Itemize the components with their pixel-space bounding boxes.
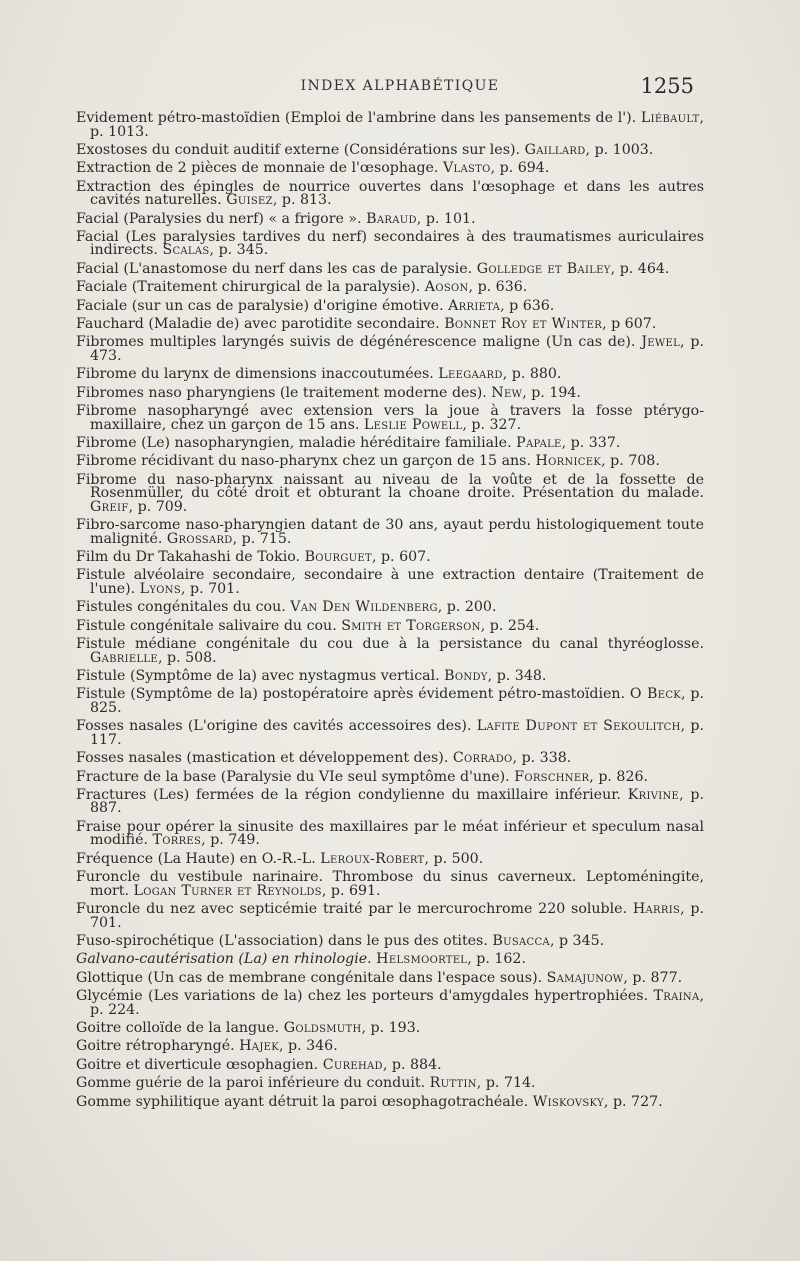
entry-page-ref: p. 701. [190, 580, 240, 597]
entry-author: Helsmoortel [376, 951, 468, 968]
entry-author: Golledge et Bailey [476, 260, 611, 277]
entry-page-ref: p. 338. [521, 750, 572, 767]
entry-author: Lyons [139, 580, 181, 597]
entry-topic: Furoncle du nez avec septicémie traité par le mercurochrome 220 soluble. [76, 901, 628, 917]
entry-topic: Glycémie (Les variations de la) chez les porteurs d'amygdales hypertrophiées. [76, 988, 649, 1005]
index-entry: Goitre rétropharyngé. Hajek, p. 346. [76, 1038, 338, 1055]
index-entry: Film du Dr Takahashi de Tokio. Bourguet, p. 607. [76, 549, 431, 566]
entry-topic: Galvano-cautérisation (La) en rhinologie. [76, 951, 372, 968]
entry-page-ref: p. 709. [137, 498, 188, 515]
index-entry: Fibromes naso pharyngiens (le traitement moderne des). New, p. 194. [76, 384, 581, 401]
index-entry: Fibrome nasopharyngé avec extension vers la joue à travers la fosse ptérygo-maxillaire, chez un garçon de 15 ans. Leslie Powell, p. 327. [76, 403, 704, 433]
entry-author: Goldsmuth [283, 1019, 362, 1036]
entry-author: O Beck [629, 686, 682, 703]
entry-page-ref: p. 117. [90, 718, 705, 748]
entry-topic: Fréquence (La Haute) en O.-R.-L. [76, 850, 316, 867]
entry-author: Busacca [492, 932, 550, 949]
entry-page-ref: p. 500. [433, 850, 484, 867]
entry-topic: Extraction des épingles de nourrice ouvertes dans l'œsophage et dans les autres cavités naturelles. [76, 178, 704, 209]
entry-topic: Fistule médiane congénitale du cou due à la persistance du canal thyréoglosse. [76, 636, 704, 653]
entry-author: Leegaard [438, 366, 503, 383]
entry-page-ref: p. 1013. [90, 123, 149, 140]
entry-author: Gabrielle [90, 649, 158, 666]
entry-author: Liébault [640, 110, 700, 126]
entry-page-ref: p. 826. [598, 768, 649, 785]
entry-page-ref: p. 337. [570, 434, 621, 451]
index-entry: Fracture de la base (Paralysie du VIe seul symptôme d'une). Forschner, p. 826. [76, 768, 649, 785]
entry-page-ref: p. 508. [167, 649, 217, 666]
entry-topic: Fauchard (Maladie de) avec parotidite secondaire. [76, 316, 440, 333]
entry-author: Forschner [514, 768, 590, 785]
entry-page-ref: p 636. [509, 297, 555, 314]
entry-topic: Gomme guérie de la paroi inférieure du conduit. [76, 1075, 426, 1092]
entry-author: Van Den Wildenberg [290, 599, 438, 616]
entry-topic: Fibrome récidivant du naso-pharynx chez un garçon de 15 ans. [76, 453, 531, 470]
index-entry: Gomme syphilitique ayant détruit la paroi œsophagotrachéale. Wiskovsky, p. 727. [76, 1093, 663, 1110]
entry-topic: Fracture de la base (Paralysie du VIe seul symptôme d'une). [76, 768, 510, 785]
entry-page-ref: p. 887. [90, 786, 704, 817]
entry-page-ref: p. 346. [288, 1038, 338, 1055]
entry-page-ref: p. 345. [218, 242, 269, 259]
entry-topic: Gomme syphilitique ayant détruit la paroi œsophagotrachéale. [76, 1093, 529, 1110]
entry-author: Grossard [166, 530, 233, 547]
running-header [0, 74, 800, 102]
index-entry: Fibrome (Le) nasopharyngien, maladie héréditaire familiale. Papale, p. 337. [76, 434, 621, 451]
entry-page-ref: p. 224. [90, 1001, 140, 1018]
entry-author: Bondy [444, 667, 488, 684]
index-entry: Extraction des épingles de nourrice ouvertes dans l'œsophage et dans les autres cavités naturelles. Guisez, p. 813. [76, 178, 704, 209]
index-entry: Fibrome du naso-pharynx naissant au niveau de la voûte et de la fossette de Rosenmüller, du côté droit et obturant la choane droite. Présentation du malade. Greif, p. 709. [76, 471, 704, 515]
entry-author: Aoson [424, 279, 469, 296]
index-entry: Fractures (Les) fermées de la région condylienne du maxillaire inférieur. Krivine, p. 887. [76, 786, 704, 817]
entry-topic: Faciale (Traitement chirurgical de la paralysie). [76, 279, 421, 296]
entry-topic: Facial (Paralysies du nerf) « a frigore ». [76, 210, 362, 227]
entry-topic: Fibro-sarcome naso-pharyngien datant de 30 ans, ayaut perdu histologiquement toute malignité. [76, 517, 704, 547]
entry-page-ref: p. 708. [610, 453, 660, 470]
index-entry: Fraise pour opérer la sinusite des maxillaires par le méat inférieur et speculum nasal modifié. Torres, p. 749. [76, 818, 704, 849]
entry-author: Lafite Dupont et Sekoulitch [476, 718, 681, 735]
entry-topic: Fibrome du larynx de dimensions inaccoutumées. [76, 366, 434, 383]
entry-page-ref: p. 825. [90, 686, 704, 716]
entry-topic: Goitre colloïde de la langue. [76, 1019, 280, 1036]
index-entry: Faciale (Traitement chirurgical de la paralysie). Aoson, p. 636. [76, 279, 528, 296]
entry-author: Leroux-Robert [320, 850, 425, 867]
index-entry: Fibro-sarcome naso-pharyngien datant de 30 ans, ayaut perdu histologiquement toute malignité. Grossard, p. 715. [76, 517, 704, 547]
entry-author: Vlasto [442, 160, 491, 177]
index-entry: Facial (Paralysies du nerf) « a frigore ». Baraud, p. 101. [76, 210, 476, 227]
index-entry: Evidement pétro-mastoïdien (Emploi de l'ambrine dans les pansements de l'). Liébault, p. 1013. [76, 110, 704, 140]
entry-topic: Fistule congénitale salivaire du cou. [76, 617, 337, 634]
index-entry: Gomme guérie de la paroi inférieure du conduit. Ruttin, p. 714. [76, 1075, 536, 1092]
index-entry: Furoncle du vestibule narinaire. Thrombose du sinus caverneux. Leptoméningite, mort. Logan Turner et Reynolds, p. 691. [76, 869, 704, 899]
index-entry: Furoncle du nez avec septicémie traité par le mercurochrome 220 soluble. Harris, p. 701. [76, 901, 704, 931]
entry-author: Smith et Torgerson [341, 617, 481, 634]
entry-page-ref: p. 636. [477, 279, 528, 296]
entry-topic: Fistule alvéolaire secondaire, secondaire à une extraction dentaire (Traitement de l'une). [76, 567, 704, 597]
entry-topic: Goitre et diverticule œsophagien. [76, 1056, 319, 1073]
index-entry: Glycémie (Les variations de la) chez les porteurs d'amygdales hypertrophiées. Traina, p. 224. [76, 988, 704, 1018]
entry-author: Torres [152, 832, 202, 849]
index-entry: Facial (L'anastomose du nerf dans les cas de paralysie. Golledge et Bailey, p. 464. [76, 260, 670, 277]
index-entry: Fosses nasales (mastication et développement des). Corrado, p. 338. [76, 750, 572, 767]
entry-author: Wiskovsky [532, 1093, 604, 1110]
entry-topic: Fosses nasales (L'origine des cavités accessoires des). [76, 718, 472, 735]
entry-author: Traina [653, 988, 700, 1005]
page-number: 1255 [640, 74, 694, 98]
entry-page-ref: p. 327. [471, 416, 522, 433]
index-entries [76, 112, 704, 1114]
entry-topic: Facial (L'anastomose du nerf dans les cas de paralysie. [76, 260, 473, 277]
index-entry: Fistules congénitales du cou. Van Den Wildenberg, p. 200. [76, 599, 497, 616]
entry-topic: Fibromes naso pharyngiens (le traitement moderne des). [76, 384, 487, 401]
entry-page-ref: p. 348. [496, 667, 547, 684]
entry-page-ref: p. 101. [425, 210, 476, 227]
entry-page-ref: p. 691. [330, 882, 381, 899]
entry-page-ref: p. 607. [380, 549, 431, 566]
entry-topic: Goitre rétropharyngé. [76, 1038, 235, 1055]
entry-author: Bourguet [304, 549, 372, 566]
entry-topic: Fosses nasales (mastication et développement des). [76, 750, 449, 767]
index-entry: Fauchard (Maladie de) avec parotidite secondaire. Bonnet Roy et Winter, p 607. [76, 316, 657, 333]
index-entry: Goitre et diverticule œsophagien. Curehad, p. 884. [76, 1056, 442, 1073]
entry-page-ref: p. 880. [511, 366, 562, 383]
index-entry: Fosses nasales (L'origine des cavités accessoires des). Lafite Dupont et Sekoulitch, p. 117. [76, 718, 705, 748]
entry-topic: Fistule (Symptôme de la) postopératoire après évidement pétro-mastoïdien. [76, 686, 626, 703]
entry-page-ref: p. 715. [241, 530, 292, 547]
entry-page-ref: p. 464. [619, 260, 670, 277]
index-entry: Glottique (Un cas de membrane congénitale dans l'espace sous). Samajunow, p. 877. [76, 969, 683, 986]
entry-author: Guisez [226, 192, 273, 209]
entry-topic: Fractures (Les) fermées de la région condylienne du maxillaire inférieur. [76, 786, 621, 803]
entry-author: Leslie Powell [363, 416, 463, 433]
entry-topic: Furoncle du vestibule narinaire. Thrombose du sinus caverneux. Leptoméningite, mort. [76, 869, 704, 899]
index-entry: Fistule alvéolaire secondaire, secondaire à une extraction dentaire (Traitement de l'une). Lyons, p. 701. [76, 567, 704, 597]
entry-page-ref: p. 254. [489, 617, 540, 634]
entry-author: Arrieta [448, 297, 501, 314]
entry-topic: Fistules congénitales du cou. [76, 599, 286, 616]
entry-page-ref: p. 193. [370, 1019, 421, 1036]
index-entry: Fibrome récidivant du naso-pharynx chez un garçon de 15 ans. Hornicek, p. 708. [76, 453, 660, 470]
entry-author: Krivine [627, 786, 680, 803]
index-entry: Fistule (Symptôme de la) avec nystagmus vertical. Bondy, p. 348. [76, 667, 547, 684]
entry-topic: Fraise pour opérer la sinusite des maxillaires par le méat inférieur et speculum nasal modifié. [76, 818, 704, 849]
entry-page-ref: p. 714. [485, 1075, 536, 1092]
index-entry: Fréquence (La Haute) en O.-R.-L. Leroux-Robert, p. 500. [76, 850, 484, 867]
running-title: INDEX ALPHABÉTIQUE [300, 78, 500, 94]
entry-page-ref: p. 1003. [594, 141, 654, 158]
entry-page-ref: p. 749. [210, 832, 260, 849]
index-entry: Fuso-spirochétique (L'association) dans le pus des otites. Busacca, p 345. [76, 932, 605, 949]
entry-topic: Glottique (Un cas de membrane congénitale dans l'espace sous). [76, 969, 543, 986]
entry-topic: Faciale (sur un cas de paralysie) d'origine émotive. [76, 297, 444, 314]
entry-author: Baraud [366, 210, 417, 227]
entry-author: Logan Turner et Reynolds [133, 882, 322, 899]
index-entry: Faciale (sur un cas de paralysie) d'origine émotive. Arrieta, p 636. [76, 297, 555, 314]
index-entry: Facial (Les paralysies tardives du nerf) secondaires à des traumatismes auriculaires indirects. Scalas, p. 345. [76, 228, 704, 259]
entry-topic: Film du Dr Takahashi de Tokio. [76, 549, 301, 566]
entry-page-ref: p 345. [558, 932, 605, 949]
entry-author: Scalas [162, 242, 210, 259]
entry-page-ref: p. 877. [632, 969, 683, 986]
entry-author: Ruttin [429, 1075, 477, 1092]
index-entry: Extraction de 2 pièces de monnaie de l'œsophage. Vlasto, p. 694. [76, 160, 550, 177]
entry-topic: Facial (Les paralysies tardives du nerf) secondaires à des traumatismes auriculaires indirects. [76, 228, 704, 259]
index-entry: Fistule (Symptôme de la) postopératoire après évidement pétro-mastoïdien. O Beck, p. 825. [76, 686, 704, 716]
entry-topic: Extraction de 2 pièces de monnaie de l'œsophage. [76, 160, 439, 177]
entry-page-ref: p. 694. [499, 160, 550, 177]
entry-author: Hornicek [535, 453, 602, 470]
entry-topic: Evidement pétro-mastoïdien (Emploi de l'ambrine dans les pansements de l'). [76, 110, 637, 126]
entry-author: Bonnet Roy et Winter [444, 316, 603, 333]
entry-author: Corrado [452, 750, 513, 767]
entry-author: New [491, 384, 523, 401]
entry-page-ref: p. 813. [281, 192, 332, 209]
entry-page-ref: p 607. [611, 316, 657, 333]
entry-author: Curehad [322, 1056, 383, 1073]
entry-topic: Exostoses du conduit auditif externe (Considérations sur les). [76, 141, 521, 158]
entry-author: Greif [90, 498, 129, 515]
entry-topic: Fuso-spirochétique (L'association) dans le pus des otites. [76, 932, 488, 949]
entry-topic: Fibromes multiples laryngés suivis de dégénérescence maligne (Un cas de). [76, 334, 636, 351]
entry-author: Jewel [641, 334, 681, 351]
entry-topic: Fistule (Symptôme de la) avec nystagmus vertical. [76, 667, 440, 684]
entry-author: Hajek [239, 1038, 279, 1055]
index-entry: Fistule congénitale salivaire du cou. Smith et Torgerson, p. 254. [76, 617, 540, 634]
entry-page-ref: p. 473. [90, 334, 704, 364]
entry-author: Papale [516, 434, 562, 451]
index-entry: Fibromes multiples laryngés suivis de dégénérescence maligne (Un cas de). Jewel, p. 473. [76, 334, 704, 364]
entry-page-ref: p. 884. [391, 1056, 442, 1073]
entry-page-ref: p. 727. [612, 1093, 663, 1110]
entry-author: Harris [632, 901, 681, 917]
entry-page-ref: p. 194. [531, 384, 581, 401]
entry-page-ref: p. 701. [90, 901, 704, 931]
entry-author: Samajunow [546, 969, 624, 986]
entry-topic: Fibrome (Le) nasopharyngien, maladie héréditaire familiale. [76, 434, 512, 451]
entry-author: Gaillard [524, 141, 586, 158]
index-entry: Galvano-cautérisation (La) en rhinologie. Helsmoortel, p. 162. [76, 951, 526, 968]
entry-topic: Fibrome nasopharyngé avec extension vers la joue à travers la fosse ptérygo-maxillaire, chez un garçon de 15 ans. [76, 403, 704, 433]
index-entry: Fibrome du larynx de dimensions inaccoutumées. Leegaard, p. 880. [76, 366, 562, 383]
index-entry: Fistule médiane congénitale du cou due à la persistance du canal thyréoglosse. Gabrielle, p. 508. [76, 636, 704, 666]
index-entry: Goitre colloïde de la langue. Goldsmuth, p. 193. [76, 1019, 421, 1036]
entry-page-ref: p. 162. [476, 951, 526, 968]
index-entry: Exostoses du conduit auditif externe (Considérations sur les). Gaillard, p. 1003. [76, 141, 654, 158]
entry-page-ref: p. 200. [446, 599, 497, 616]
entry-topic: Fibrome du naso-pharynx naissant au niveau de la voûte et de la fossette de Rosenmüller, du côté droit et obturant la choane droite. Présentation du malade. [76, 471, 704, 502]
